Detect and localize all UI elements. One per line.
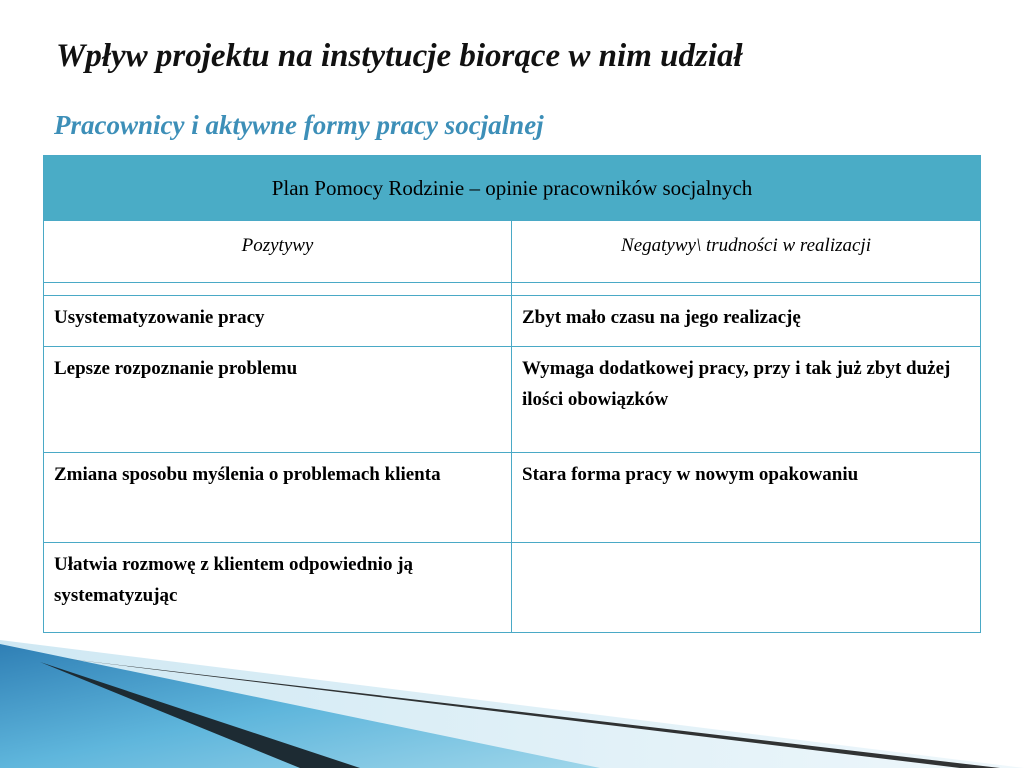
table-row	[44, 296, 981, 347]
table-row	[44, 543, 981, 633]
table-row	[44, 453, 981, 543]
table-header: Plan Pomocy Rodzinie – opinie pracowników socjalnych	[44, 156, 981, 221]
table-spacer	[44, 283, 981, 296]
negative-cell: Wymaga dodatkowej pracy, przy i tak już zbyt dużej ilości obowiązków	[512, 347, 981, 453]
positive-cell: Lepsze rozpoznanie problemu	[44, 347, 512, 453]
column-header-row	[44, 221, 981, 283]
positive-cell: Ułatwia rozmowę z klientem odpowiednio ją systematyzując	[44, 543, 512, 633]
positive-cell: Zmiana sposobu myślenia o problemach klienta	[44, 453, 512, 543]
table-spacer-cell	[44, 283, 512, 296]
table-header-row	[44, 156, 981, 221]
opinions-table	[43, 155, 981, 633]
column-header-negatives: Negatywy\ trudności w realizacji	[512, 221, 981, 283]
negative-cell	[512, 543, 981, 633]
table-row	[44, 347, 981, 453]
slide-title: Wpływ projektu na instytucje biorące w nim udział	[56, 38, 743, 74]
slide-subtitle: Pracownicy i aktywne formy pracy socjalnej	[54, 110, 544, 140]
negative-cell: Stara forma pracy w nowym opakowaniu	[512, 453, 981, 543]
table-spacer-cell	[512, 283, 981, 296]
footer-swoosh-decoration	[0, 640, 1024, 768]
column-header-positives: Pozytywy	[44, 221, 512, 283]
negative-cell: Zbyt mało czasu na jego realizację	[512, 296, 981, 347]
positive-cell: Usystematyzowanie pracy	[44, 296, 512, 347]
